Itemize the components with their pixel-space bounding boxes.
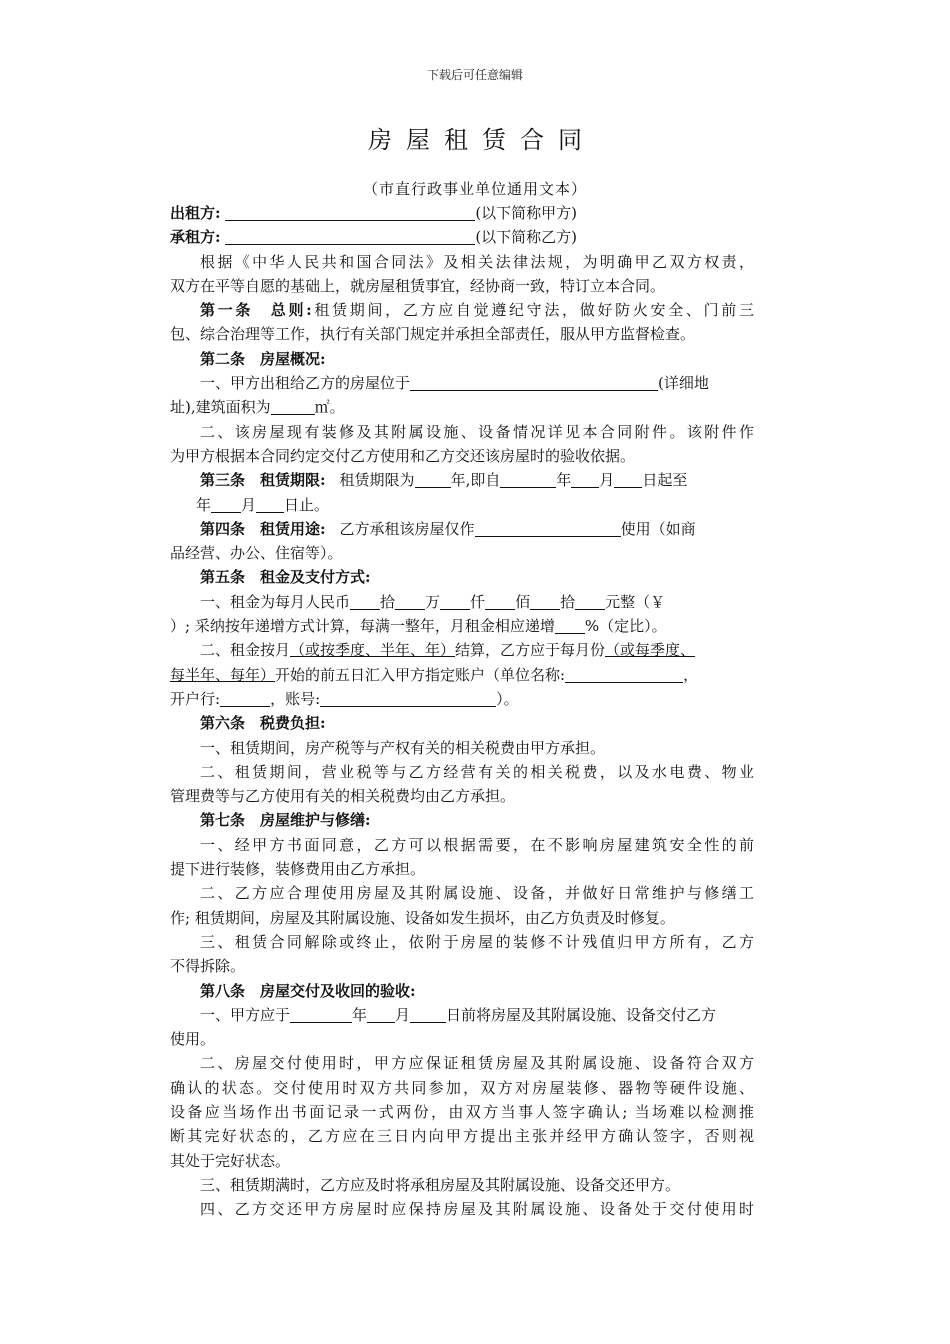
article4-heading: 第四条 租赁用途: bbox=[200, 519, 326, 538]
article7-item1-line-1: 一、经甲方书面同意，乙方可以根据需要，在不影响房屋建筑安全性的前 bbox=[200, 835, 754, 854]
article3-c: 年 bbox=[556, 471, 572, 490]
article7-item3-line-1: 三、租赁合同解除或终止，依附于房屋的装修不计残值归甲方所有，乙方 bbox=[200, 932, 754, 951]
article2-item1-c: 址),建筑面积为 bbox=[170, 398, 271, 417]
article8-heading-text: 第八条 房屋交付及收回的验收: bbox=[200, 981, 416, 1000]
article8-heading bbox=[170, 979, 754, 1003]
article2-item2-line-2: 为甲方根据本合同约定交付乙方使用和乙方交还该房屋时的验收依据。 bbox=[170, 446, 636, 465]
article3-g: 月 bbox=[241, 495, 257, 514]
article8-item1-line-1 bbox=[170, 1003, 754, 1027]
article7-heading-text: 第七条 房屋维护与修缮: bbox=[200, 811, 371, 830]
preamble-line-1: 根据《中华人民共和国合同法》及相关法律法规，为明确甲乙双方权责， bbox=[200, 252, 754, 271]
handover-a: 一、甲方应于 bbox=[200, 1005, 291, 1024]
article4-line-2: 品经营、办公、住宿等）。 bbox=[170, 544, 343, 563]
rent-blank-3[interactable] bbox=[440, 592, 470, 610]
article2-heading bbox=[170, 347, 754, 371]
lessor-blank[interactable] bbox=[225, 203, 475, 221]
document-title: 房屋租赁合同 bbox=[368, 126, 596, 154]
address-blank[interactable] bbox=[410, 373, 658, 391]
rent-blank-5[interactable] bbox=[530, 592, 560, 610]
article1-line-2: 包、综合治理等工作，执行有关部门规定并承担全部责任，服从甲方监督检查。 bbox=[170, 325, 696, 344]
rent-blank-2[interactable] bbox=[395, 592, 425, 610]
article2-item1-line-1 bbox=[170, 371, 754, 395]
article5-item2-line-2 bbox=[170, 663, 754, 687]
article8-item2-line-1: 二、房屋交付使用时，甲方应保证租赁房屋及其附属设施、设备符合双方 bbox=[200, 1054, 754, 1073]
article8-item2-line-3: 设备应当场作出书面记录一式两份，由双方当事人签字确认; 当场难以检测推 bbox=[170, 1102, 754, 1121]
handover-day-blank[interactable] bbox=[410, 1005, 446, 1023]
rent-unit-1: 拾 bbox=[380, 592, 396, 611]
article7-item3-line-2: 不得拆除。 bbox=[170, 957, 246, 976]
article6-item2-line-1: 二、租赁期间，营业税等与乙方经营有关的相关税费，以及水电费、物业 bbox=[200, 762, 754, 781]
rent-unit-3: 仟 bbox=[470, 592, 486, 611]
article8-item4: 四、乙方交还甲方房屋时应保持房屋及其附属设施、设备处于交付使用时 bbox=[200, 1200, 754, 1219]
handover-c: 月 bbox=[395, 1005, 411, 1024]
article2-item2-line-1: 二、该房屋现有装修及其附属设施、设备情况详见本合同附件。该附件作 bbox=[200, 422, 754, 441]
lessee-label: 承租方: bbox=[170, 228, 221, 247]
payment-e: 每半年、每年） bbox=[170, 665, 276, 684]
lessee-blank[interactable] bbox=[225, 227, 475, 245]
lessor-label: 出租方: bbox=[170, 204, 221, 222]
lessor-suffix: (以下简称甲方) bbox=[475, 204, 578, 222]
header-note: 下载后可任意编辑 bbox=[426, 68, 523, 82]
rent-unit-2: 万 bbox=[425, 592, 441, 611]
article4-a: 乙方承租该房屋仅作 bbox=[339, 519, 475, 538]
article3-f: 年 bbox=[196, 495, 212, 514]
article2-item1-b: (详细地 bbox=[658, 374, 709, 393]
article6-item2-line-2: 管理费等与乙方使用有关的相关税费均由乙方承担。 bbox=[170, 787, 516, 806]
rent-unit-4: 佰 bbox=[515, 592, 531, 611]
rent-blank-6[interactable] bbox=[575, 592, 605, 610]
end-month-blank[interactable] bbox=[211, 495, 241, 513]
article8-item3: 三、租赁期满时，乙方应及时将承租房屋及其附属设施、设备交还甲方。 bbox=[200, 1175, 681, 1194]
handover-year-blank[interactable] bbox=[290, 1005, 352, 1023]
article6-heading-text: 第六条 税费负担: bbox=[200, 714, 326, 733]
article4-b: 使用（如商 bbox=[620, 519, 696, 538]
article5-item1-line-1 bbox=[170, 590, 754, 614]
article5-heading bbox=[170, 565, 754, 589]
article5-item2-line-1 bbox=[170, 638, 754, 662]
account-label: ，账号: bbox=[270, 689, 321, 708]
article1-heading: 第一条 总则: bbox=[200, 301, 312, 320]
rent-blank-1[interactable] bbox=[350, 592, 380, 610]
article3-e: 日起至 bbox=[642, 471, 688, 490]
article5-heading-text: 第五条 租金及支付方式: bbox=[200, 568, 371, 587]
article7-item2-line-2: 作; 租赁期间，房屋及其附属设施、设备如发生损坏，由乙方负责及时修复。 bbox=[170, 908, 675, 927]
article3-d: 月 bbox=[599, 471, 615, 490]
article5-item1-line-2 bbox=[170, 614, 754, 638]
start-year-blank[interactable] bbox=[500, 470, 556, 488]
document-subtitle: （市直行政事业单位通用文本） bbox=[362, 180, 587, 198]
payment-a: 二、租金按月 bbox=[200, 641, 291, 660]
usage-blank[interactable] bbox=[475, 519, 621, 537]
start-day-blank[interactable] bbox=[614, 470, 642, 488]
payment-d: （或每季度、 bbox=[605, 641, 696, 660]
lessor-line bbox=[170, 201, 754, 225]
article3-heading: 第三条 租赁期限: bbox=[200, 471, 326, 490]
article7-item2-line-1: 二、乙方应合理使用房屋及其附属设施、设备，并做好日常维护与修缮工 bbox=[200, 884, 754, 903]
article4-line-1 bbox=[170, 517, 754, 541]
preamble-line-2: 双方在平等自愿的基础上，就房屋租赁事宜，经协商一致，特订立本合同。 bbox=[170, 276, 666, 295]
article6-item1: 一、租赁期间，房产税等与产权有关的相关税费由甲方承担。 bbox=[200, 738, 606, 757]
article2-item1-d: ㎡。 bbox=[314, 398, 345, 417]
rent-increase-blank[interactable] bbox=[555, 616, 585, 634]
article1-line-1 bbox=[170, 298, 754, 322]
article2-heading-text: 第二条 房屋概况: bbox=[200, 349, 326, 368]
article3-b: 年,即自 bbox=[450, 471, 501, 490]
payment-c: 结算，乙方应于每月份 bbox=[455, 641, 606, 660]
article3-line-1 bbox=[170, 468, 754, 492]
article3-line-2 bbox=[170, 493, 754, 517]
article8-item2-line-5: 其处于完好状态。 bbox=[170, 1151, 291, 1170]
contract-body bbox=[170, 201, 754, 1221]
handover-month-blank[interactable] bbox=[367, 1005, 395, 1023]
term-years-blank[interactable] bbox=[415, 470, 451, 488]
lessee-line bbox=[170, 225, 754, 249]
rent-increase-suffix: %（定比）。 bbox=[584, 617, 667, 636]
rent-unit-5: 拾 bbox=[560, 592, 576, 611]
rent-increase-text: ）; 采纳按年递增方式计算，每满一整年，月租金相应递增 bbox=[170, 617, 555, 636]
handover-d: 日前将房屋及其附属设施、设备交付乙方 bbox=[446, 1005, 717, 1024]
area-blank[interactable] bbox=[271, 397, 315, 415]
article6-heading bbox=[170, 711, 754, 735]
bank-label: 开户行: bbox=[170, 689, 221, 708]
payment-g: ， bbox=[683, 665, 699, 684]
article8-item2-line-2: 确认的状态。交付使用时双方共同参加，双方对房屋装修、器物等硬件设施、 bbox=[170, 1078, 754, 1097]
article7-item1-line-2: 提下进行装修，装修费用由乙方承担。 bbox=[170, 860, 426, 879]
payment-b: （或按季度、半年、年） bbox=[290, 641, 456, 660]
rent-unit-6: 元整（￥ bbox=[605, 592, 666, 611]
lessee-suffix: (以下简称乙方) bbox=[475, 228, 578, 247]
article3-h: 日止。 bbox=[284, 495, 330, 514]
article8-item2-line-4: 断其完好状态的，乙方应在三日内向甲方提出主张并经甲方确认签字，否则视 bbox=[170, 1127, 754, 1146]
article3-a: 租赁期限为 bbox=[339, 471, 415, 490]
rent-amount-label: 一、租金为每月人民币 bbox=[200, 592, 351, 611]
start-month-blank[interactable] bbox=[571, 470, 599, 488]
handover-b: 年 bbox=[352, 1005, 368, 1024]
article1-text-1: 租赁期间，乙方应自觉遵纪守法，做好防火安全、门前三 bbox=[311, 301, 754, 320]
article2-item1-line-2 bbox=[170, 395, 754, 419]
article7-heading bbox=[170, 808, 754, 832]
payment-f: 开始的前五日汇入甲方指定账户（单位名称: bbox=[275, 665, 566, 684]
article5-item2-line-3 bbox=[170, 687, 754, 711]
article8-item1-line-2: 使用。 bbox=[170, 1030, 216, 1049]
account-unit-blank[interactable] bbox=[565, 665, 683, 683]
payment-close: ）。 bbox=[496, 689, 519, 708]
article2-item1-a: 一、甲方出租给乙方的房屋位于 bbox=[200, 374, 411, 393]
end-day-blank[interactable] bbox=[256, 495, 284, 513]
rent-blank-4[interactable] bbox=[485, 592, 515, 610]
account-number-blank[interactable] bbox=[320, 689, 496, 707]
bank-blank[interactable] bbox=[220, 689, 270, 707]
